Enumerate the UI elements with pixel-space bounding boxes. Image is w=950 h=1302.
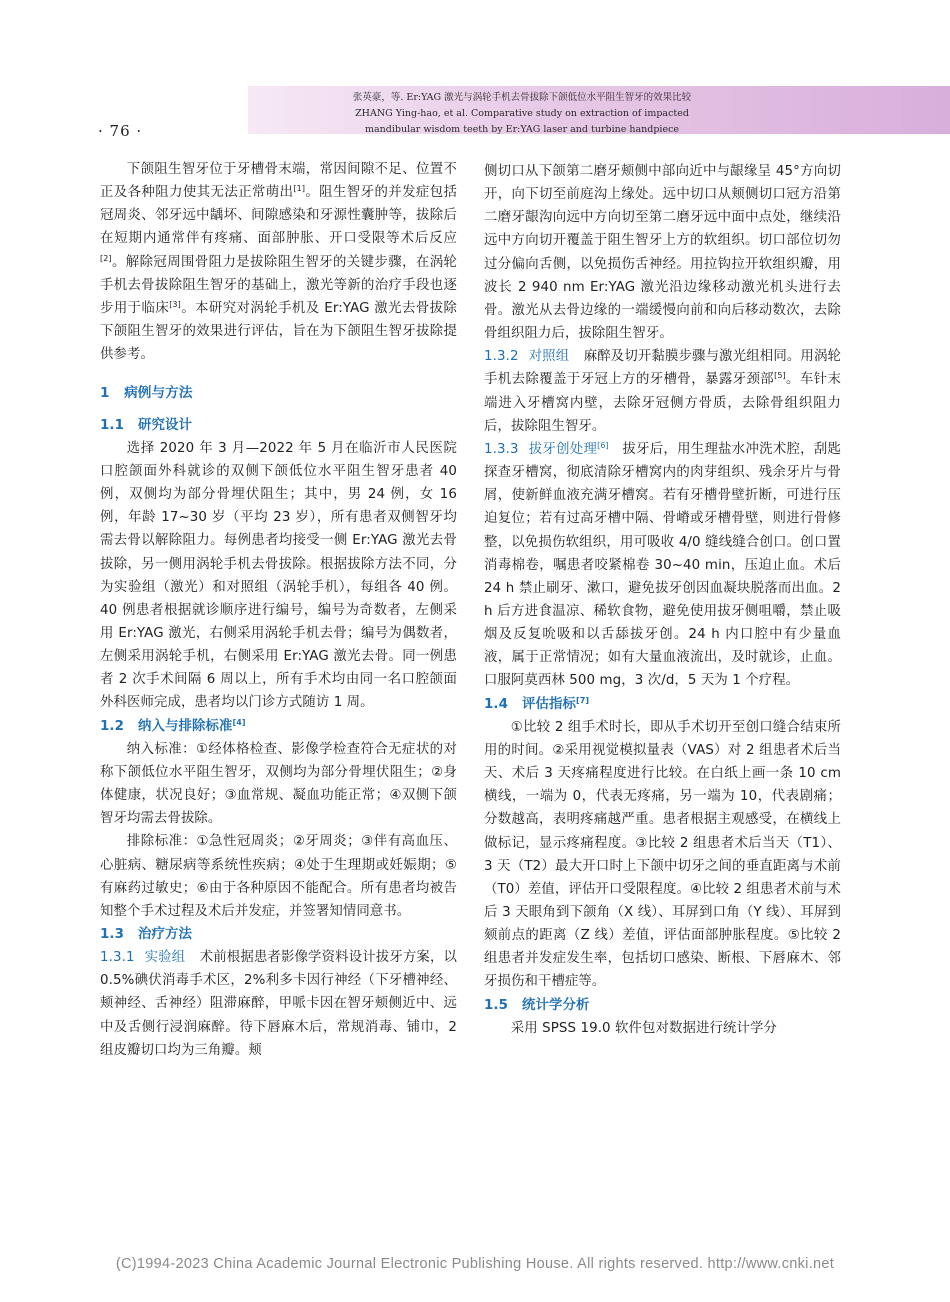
citation[interactable]: [6]	[597, 440, 609, 450]
inclusion-paragraph: 纳入标准：①经体格检查、影像学检查符合无症状的对称下颌低位水平阻生智牙，双侧均为部分骨埋伏阻生；②身体健康，状况良好；③血常规、凝血功能正常；④双侧下颌智牙均需去骨拔除。	[100, 741, 457, 827]
section-heading: 1 病例与方法	[100, 385, 193, 402]
experiment-continued: 侧切口从下颌第二磨牙颊侧中部向近中与龈缘呈 45°方向切开，向下切至前庭沟上缘处。远中切口从颊侧切口冠方沿第二磨牙龈沟向远中方向切至第二磨牙远中面中点处，继续沿远中方向切开覆盖于阻生智牙上方的软组织。切口部位切勿过分偏向舌侧，以免损伤舌神经。用拉钩拉开软组织瓣，用波长 2 940 nm Er:YAG 激光沿边缘移动激光机头进行去骨。激光从去骨边缘的一端缓慢向前和向后移动数次，去除骨组织阻力后，拔除阻生智牙。	[484, 164, 841, 342]
experiment-paragraph: 1.3.1 实验组 术前根据患者影像学资料设计拔牙方案，以 0.5%碘伏消毒手术区，2%利多卡因行神经（下牙槽神经、颊神经、舌神经）阻滞麻醉，甲哌卡因在智牙颊侧近中、远中及舌侧行浸润麻醉。待下唇麻木后，常规消毒、铺巾，2 组皮瓣切口均为三角瓣。颊	[100, 950, 458, 1058]
control-paragraph: 1.3.2 对照组 麻醉及切开黏膜步骤与激光组相同。用涡轮手机去除覆盖于牙冠上方的牙槽骨，暴露牙颈部[5]。车针末端进入牙槽窝内壁，去除牙冠侧方骨质，去除骨组织阻力后，拔除阻生智牙。	[484, 349, 842, 434]
statistics-paragraph: 采用 SPSS 19.0 软件包对数据进行统计学分	[510, 1020, 777, 1036]
intro-paragraph: 下颌阻生智牙位于牙槽骨末端，常因间隙不足、位置不正及各种阻力使其无法正常萌出[1]。阻生智牙的并发症包括冠周炎、邻牙远中龋坏、间隙感染和牙源性囊肿等，拔除后在短期内通常伴有疼痛、面部肿胀、开口受限等术后反应[2]。解除冠周围骨阻力是拔除阻生智牙的关键步骤，在涡轮手机去骨拔除阻生智牙的基础上，激光等新的治疗手段也逐步用于临床[3]。本研究对涡轮手机及 Er:YAG 激光去骨拔除下颌阻生智牙的效果进行评估，旨在为下颌阻生智牙拔除提供参考。	[100, 162, 457, 363]
evaluation-paragraph: ①比较 2 组手术时长，即从手术切开至创口缝合结束所用的时间。②采用视觉模拟量表（VAS）对 2 组患者术后当天、术后 3 天疼痛程度进行比较。在白纸上画一条 10 cm 横线，一端为 0，代表无疼痛，另一端为 10，代表剧痛；分数越高，表明疼痛越严重。患者根据主观感受，在横线上做标记，显示疼痛程度。③比较 2 组患者术后当天（T1）、3 天（T2）最大开口时上下颌中切牙之间的垂直距离与术前（T0）差值，评估开口受限程度。④比较 2 组患者术前与术后 3 天眼角到下颌角（X 线）、耳屏到口角（Y 线）、耳屏到颏前点的距离（Z 线）差值，评估面部肿胀程度。⑤比较 2 组患者并发症发生率，包括切口感染、断根、下唇麻木、邻牙损伤和干槽症等。	[484, 719, 841, 990]
citation[interactable]: [3]	[169, 299, 181, 309]
subsection-heading: 1.4 评估指标[7]	[484, 695, 590, 712]
wound-paragraph: 1.3.3 拔牙创处理[6] 拔牙后，用生理盐水冲洗术腔，刮匙探查牙槽窝，彻底清除牙槽窝内的肉芽组织、残余牙片与骨屑，使新鲜血液充满牙槽窝。若有牙槽骨壁折断，可进行压迫复位；若有过高牙槽中隔、骨嵴或牙槽骨壁，则进行骨修整，以免损伤软组织，用可吸收 4/0 缝线缝合创口。创口置消毒棉卷，嘱患者咬紧棉卷 30~40 min，压迫止血。术后 24 h 禁止刷牙、漱口，避免拔牙创因血凝块脱落而出血。2 h 后方进食温凉、稀软食物，避免使用拔牙侧咀嚼，禁止吸烟及反复吮吸和以舌舔拔牙创。24 h 内口腔中有少量血液，属于正常情况；如有大量血液流出，及时就诊，止血。口服阿莫西林 500 mg，3 次/d，5 天为 1 个疗程。	[484, 440, 841, 689]
running-title-en-1: ZHANG Ying-hao, et al. Comparative study on extraction of impacted	[355, 108, 689, 119]
subsection-heading: 1.2 纳入与排除标准[4]	[100, 717, 246, 734]
citation[interactable]: [1]	[293, 184, 306, 194]
running-title-en-2: mandibular wisdom teeth by Er:YAG laser and turbine handpiece	[364, 124, 680, 135]
design-paragraph: 选择 2020 年 3 月—2022 年 5 月在临沂市人民医院口腔颌面外科就诊的双侧下颌低位水平阻生智牙患者 40 例，双侧均为部分骨埋伏阻生；其中，男 24 例，女 16 例，年龄 17~30 岁（平均 23 岁），所有患者双侧智牙均需去骨以解除阻力。每例患者均接受一侧 Er:YAG 激光去骨拔除，另一侧用涡轮手机去骨拔除。根据拔除方法不同，分为实验组（激光）和对照组（涡轮手机），每组各 40 例。40 例患者根据就诊顺序进行编号，编号为奇数者，左侧采用 Er:YAG 激光，右侧采用涡轮手机去骨；编号为偶数者，左侧采用涡轮手机，右侧采用 Er:YAG 激光去骨。同一例患者 2 次手术间隔 6 周以上，所有手术均由同一名口腔颌面外科医师完成，患者均以门诊方式随访 1 周。	[100, 440, 457, 711]
subsection-heading: 1.1 研究设计	[100, 417, 192, 433]
citation[interactable]: [4]	[232, 717, 246, 727]
citation[interactable]: [7]	[576, 695, 590, 705]
citation[interactable]: [5]	[774, 371, 786, 381]
running-title-cn: 张英豪，等. Er:YAG 激光与涡轮手机去骨拔除下颌低位水平阻生智牙的效果比较	[352, 92, 692, 103]
citation[interactable]: [2]	[100, 253, 112, 263]
subsection-heading: 1.5 统计学分析	[484, 997, 590, 1013]
right-column	[484, 160, 841, 1040]
exclusion-paragraph: 排除标准：①急性冠周炎；②牙周炎；③伴有高血压、心脏病、糖尿病等系统性疾病；④处于生理期或妊娠期；⑤有麻药过敏史；⑥由于各种原因不能配合。所有患者均被告知整个手术过程及术后并发症，并签署知情同意书。	[100, 834, 457, 919]
subsection-heading: 1.3 治疗方法	[100, 927, 192, 942]
copyright-footer: (C)1994-2023 China Academic Journal Electronic Publishing House. All rights reserved. http://www.cnki.net	[115, 1256, 835, 1272]
left-column	[100, 158, 457, 1062]
page-number: · 76 ·	[98, 122, 143, 140]
